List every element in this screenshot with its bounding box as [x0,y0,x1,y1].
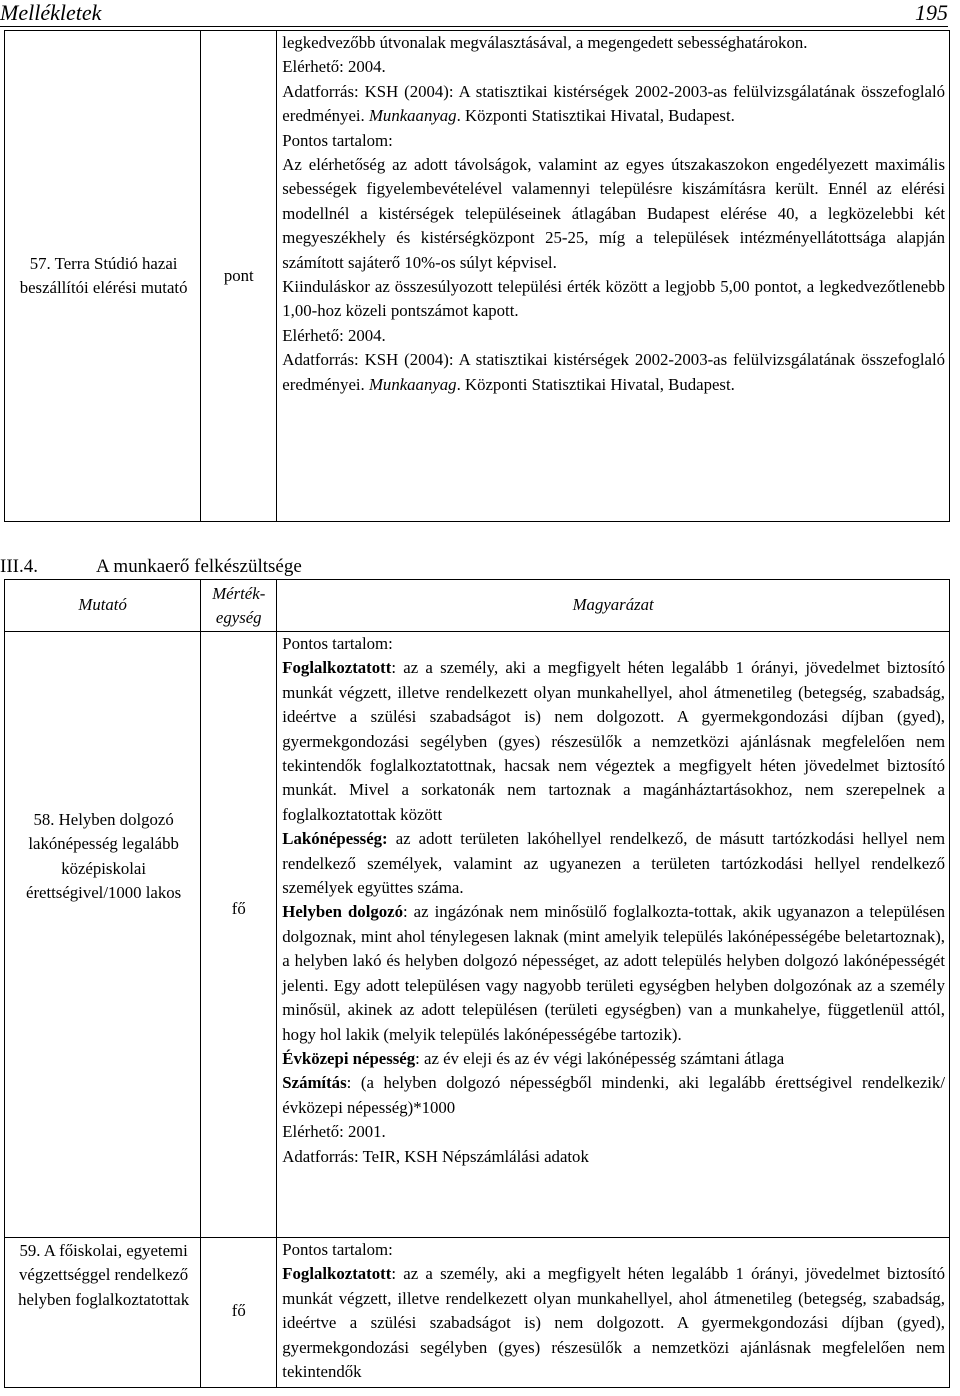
content-label: Pontos tartalom: [282,130,393,150]
header-title: Mellékletek [0,0,102,25]
indicator-table [4,579,950,1388]
definition-midyear: Évközepi népesség: az év eleji és az év végi lakónépesség számtani átlaga [282,1048,785,1068]
running-header [0,0,948,26]
indicator-number: 58. [33,810,55,829]
data-source: Adatforrás: TeIR, KSH Népszámlálási adatok [282,1146,589,1166]
indicator-cell [5,632,201,1238]
table-header-row [5,580,950,632]
content-label: Pontos tartalom: [282,1240,393,1259]
header-unit: Mérték-egység [201,580,277,632]
start-text: Kiinduláskor az összesúlyozott települési érték között a legjobb 5,00 pontot, a legkedvezőtlenebb 1,00-hoz közeli pontszámot kapott. [282,277,945,321]
availability: Elérhető: 2004. [282,325,386,345]
table-row-59 [5,1238,950,1388]
definition-local-worker: Helyben dolgozó: az ingázónak nem minősülő foglalkozta-tottak, akik ugyanazon a településen dolgoznak, mint ahol ténylegesen laknak (mint amelyik település lakónépességébe beletartoznak), a helyben lakó és helyben dolgozó népességet, az adott település helyben dolgozó lakónépességét jelenti. Egy adott településen vagy nagyobb területi egységben helyben dolgozónak az a személy minősül, akinek az adott településen (területi egységben) van a munkahelye, függetlenül attól, hogy hol lakik (melyik település lakónépességébe tartozik). [282,902,946,1044]
calculation: Számítás: (a helyben dolgozó népességből mindenki, aki legalább érettségivel rendelkezik/évközepi népesség)*1000 [282,1073,945,1117]
indicator-name: Terra Stúdió hazai beszállítói elérési mutató [19,253,188,297]
indicator-name: A főiskolai, egyetemi végzettséggel rendelkező helyben foglalkoztatottak [18,1241,190,1309]
data-source: Adatforrás: KSH (2004): A statisztikai kistérségek 2002-2003-as felülvizsgálatának összefoglaló eredményei. Munkaanyag. Központi Statisztikai Hivatal, Budapest. [282,350,945,394]
unit-value: fő [231,899,246,918]
page-number: 195 [915,0,948,25]
section-heading [0,554,500,579]
definition-employed: Foglalkoztatott: az a személy, aki a megfigyelt héten legalább 1 órányi, jövedelmet biztosító munkát végzett, illetve rendelkezett olyan munkahellyel, ahol átmenetileg (betegség, szabadság, ideértve a szülési szabadságot is) nem dolgozott. A gyermekgondozási díjban (gyed), gyermekgondozási segélyben (gyes) részesülők a nemzetközi ajánlásnak megfelelően nem tekintendők [282,1264,945,1382]
availability: Elérhető: 2001. [282,1122,386,1142]
section-title: A munkaerő felkészültsége [96,556,302,577]
section-number: III.4. [0,556,38,577]
table-row-58 [5,632,950,1238]
unit-cell [201,632,277,1238]
indicator-cell [5,1238,201,1388]
paragraph: legkedvezőbb útvonalak megválasztásával, a megengedett sebességhatárokon. [282,33,808,52]
explanation-cell [277,31,950,522]
content-text: Az elérhetőség az adott távolságok, valamint az egyes útszakaszokon engedélyezett maximális sebességek figyelembevételével valamennyi településre kiszámításra került. Ennél az elérési modellnél a kistérségek településeinek átlagában Budapest elérése 40, a legközelebbi két megyeszékhely és kistérségközpont 25-25, míg a települések intézményellátottsága alapján számított sajáterő 10%-os súlyt képvisel. [282,155,945,272]
indicator-number: 57. [29,253,51,273]
definition-resident: Lakónépesség: az adott területen lakóhellyel rendelkező, de másutt tartózkodási hellyel nem rendelkező személyek, valamint az ugyanezen a területen tartózkodási hellyel rendelkező személyek együttes száma. [282,829,945,898]
indicator-cell [5,31,201,522]
unit-cell [201,31,277,522]
header-indicator: Mutató [5,580,201,632]
indicator-table-continued [4,30,950,522]
indicator-name: Helyben dolgozó lakónépesség legalább középiskolai érettségivel/1000 lakos [26,810,182,903]
unit-value: fő [231,1301,246,1320]
content-label: Pontos tartalom: [282,634,393,653]
explanation-cell [277,632,950,1238]
data-source: Adatforrás: KSH (2004): A statisztikai kistérségek 2002-2003-as felülvizsgálatának összefoglaló eredményei. Munkaanyag. Központi Statisztikai Hivatal, Budapest. [282,81,945,126]
header-rule [0,26,948,27]
explanation-cell [277,1238,950,1388]
unit-cell [201,1238,277,1388]
definition-employed: Foglalkoztatott: az a személy, aki a megfigyelt héten legalább 1 órányi, jövedelmet biztosító munkát végzett, illetve rendelkezett olyan munkahellyel, ahol átmenetileg (betegség, szabadság, ideértve a szülési szabadságot is) nem dolgozott. A gyermekgondozási díjban (gyed), gyermekgondozási segélyben (gyes) részesülők a nemzetközi ajánlásnak megfelelően nem tekintendők foglalkoztatottnak, hacsak nem végeztek a megfigyelt héten jövedelmet biztosító munkát. Mivel a sorkatonák nem tartoznak a magánháztartásokhoz, nem szerepelnek a foglalkoztatottak között [282,658,945,824]
availability: Elérhető: 2004. [282,57,386,77]
indicator-number: 59. [19,1241,41,1260]
header-explanation: Magyarázat [277,580,950,632]
unit-value: pont [223,265,254,285]
table-row-57 [5,31,950,522]
